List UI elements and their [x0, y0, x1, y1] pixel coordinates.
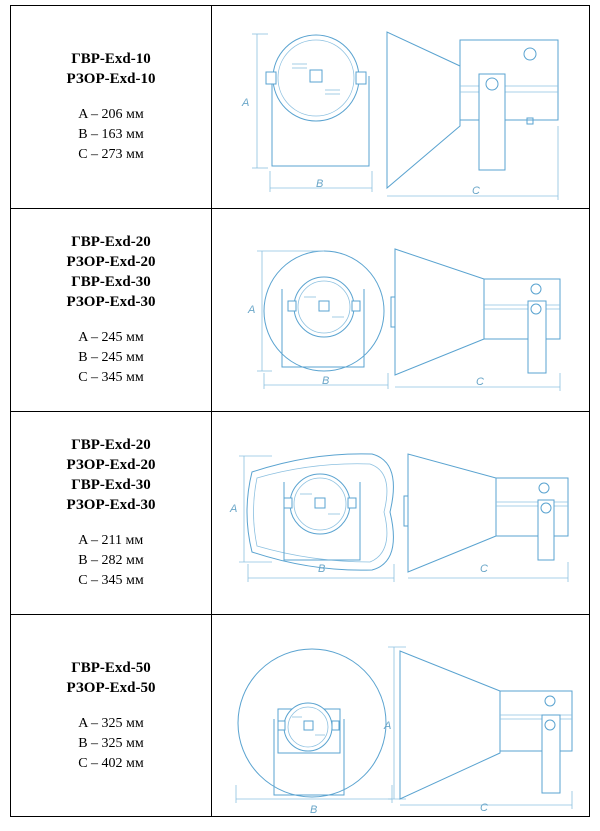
- dimension-b: B – 245 мм: [78, 350, 144, 365]
- model-name: ГВР-Exd-20: [71, 437, 151, 453]
- model-names: [67, 232, 156, 312]
- dimension-b: B – 325 мм: [78, 735, 144, 751]
- model-name: ГВР-Exd-20: [71, 234, 151, 250]
- drawing-cell: [212, 412, 589, 614]
- model-cell: [11, 615, 212, 816]
- dimension-b: B – 163 мм: [78, 127, 144, 142]
- dimension-label-b: B: [310, 804, 318, 815]
- front-view: [247, 454, 393, 570]
- model-name: РЗОР-Exd-30: [66, 497, 156, 513]
- dimension-c: C – 402 мм: [78, 755, 144, 771]
- model-cell: [11, 209, 212, 411]
- dimension-a: A – 211 мм: [78, 533, 144, 548]
- speaker-drawing: [212, 6, 589, 208]
- side-view: [404, 454, 568, 572]
- table-row: [11, 209, 589, 412]
- model-name: РЗОР-Exd-30: [66, 294, 156, 310]
- side-view: [391, 249, 560, 375]
- model-name: РЗОР-Exd-20: [66, 457, 156, 473]
- table-row: [11, 615, 589, 816]
- dimension-c: C – 273 мм: [78, 147, 144, 162]
- model-name: РЗОР-Exd-20: [66, 254, 156, 270]
- dimension-label-b: B: [316, 178, 324, 190]
- dimensions-list: [78, 105, 144, 165]
- dimensions-list: [78, 531, 144, 591]
- model-names: [67, 435, 156, 515]
- front-view: [264, 251, 384, 371]
- drawing-cell: [212, 615, 589, 816]
- model-name: ГВР-Exd-50: [71, 659, 151, 676]
- speaker-drawing: [212, 412, 589, 614]
- model-name: ГВР-Exd-30: [71, 477, 151, 493]
- dimension-label-c: C: [472, 185, 480, 197]
- side-view: [400, 651, 572, 799]
- speaker-drawing: [212, 209, 589, 411]
- dimension-label-c: C: [480, 563, 488, 575]
- dimension-label-b: B: [322, 375, 330, 387]
- table-row: [11, 412, 589, 615]
- model-name: РЗОР-Exd-50: [66, 679, 156, 696]
- model-cell: [11, 412, 212, 614]
- drawing-cell: [212, 6, 589, 208]
- dimension-b: B – 282 мм: [78, 553, 144, 568]
- dimension-label-a: A: [248, 304, 256, 316]
- model-name: РЗОР-Exd-10: [66, 71, 156, 87]
- drawing-cell: [212, 209, 589, 411]
- dimensions-list: [78, 328, 144, 388]
- dimensions-list: [78, 714, 144, 774]
- model-cell: [11, 6, 212, 208]
- model-name: ГВР-Exd-30: [71, 274, 151, 290]
- model-name: ГВР-Exd-10: [71, 51, 151, 67]
- dimension-label-a: A: [384, 720, 392, 732]
- dimension-c: C – 345 мм: [78, 370, 144, 385]
- speaker-drawing: [212, 615, 589, 815]
- dimension-label-a: A: [242, 97, 250, 109]
- model-names: [67, 658, 156, 698]
- dimension-a: A – 245 мм: [78, 330, 144, 345]
- dimension-a: A – 325 мм: [78, 715, 144, 731]
- model-names: [67, 49, 156, 89]
- front-view: [238, 649, 386, 797]
- specs-table: [10, 5, 590, 817]
- dimension-label-b: B: [318, 563, 326, 575]
- dimension-c: C – 345 мм: [78, 573, 144, 588]
- side-view: [387, 32, 558, 188]
- front-view: [266, 35, 369, 166]
- dimension-label-a: A: [230, 503, 238, 515]
- dimension-label-c: C: [480, 802, 488, 814]
- table-row: [11, 6, 589, 209]
- dimension-a: A – 206 мм: [78, 107, 144, 122]
- dimension-label-c: C: [476, 376, 484, 388]
